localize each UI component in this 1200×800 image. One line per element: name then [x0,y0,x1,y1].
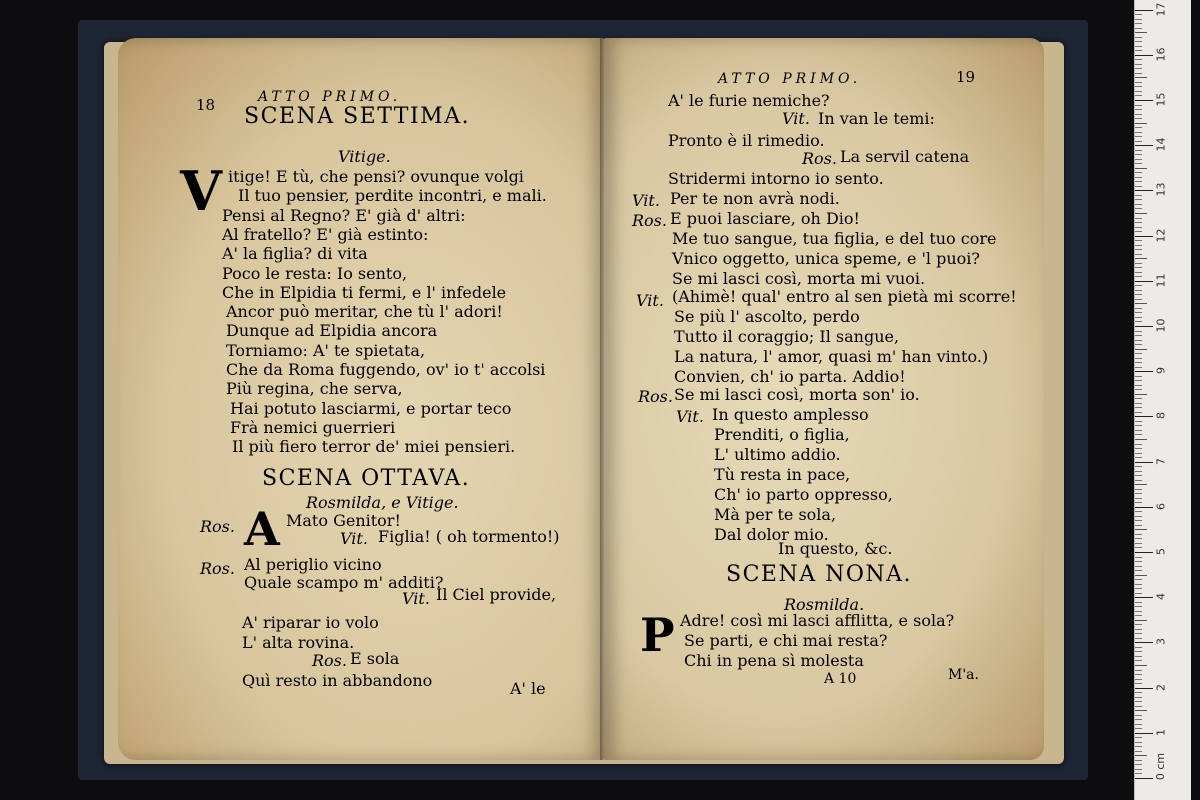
ruler-tick [1135,448,1142,449]
speaker-tag: Vit. [340,529,368,548]
ruler-tick [1135,412,1142,413]
ruler-tick [1135,566,1142,567]
ruler-tick [1135,520,1142,521]
dialogue-line: Per te non avrà nodi. [670,189,840,208]
ruler-tick [1135,593,1142,594]
speaker-tag: Ros. [312,651,347,670]
dialogue-line: Mà per te sola, [714,505,837,524]
dialogue-line: Tutto il coraggio; Il sangue, [674,327,900,346]
ruler-tick [1135,489,1142,490]
verse-line: Torniamo: A' te spietata, [226,340,426,360]
ruler-tick [1135,19,1142,20]
ruler-tick [1135,688,1153,689]
dialogue-line: Figlia! ( oh tormento!) [378,527,560,546]
ruler-tick [1135,633,1142,634]
verse-line: Che da Roma fuggendo, ov' io t' accolsi [226,360,546,379]
ruler-number: 9 [1154,367,1168,375]
ruler-tick [1135,331,1142,332]
ruler-tick [1135,168,1147,169]
ruler-tick [1135,629,1142,630]
ruler-tick [1135,362,1142,363]
ruler-tick [1135,263,1142,264]
ruler-tick [1135,14,1142,15]
ruler-tick [1135,245,1142,246]
ruler-tick [1135,59,1142,60]
ruler-number: 4 [1154,593,1168,601]
ruler-tick [1135,371,1153,372]
ruler-tick [1135,68,1142,69]
ruler-tick [1135,181,1142,182]
ruler-tick [1135,204,1142,205]
ruler-tick [1135,480,1142,481]
scene-title-ottava: SCENA OTTAVA. [262,466,471,491]
ruler-number: 10 [1154,318,1168,333]
ruler-tick [1135,73,1142,74]
dialogue-line: Vnico oggetto, unica speme, e 'l puoi? [672,249,980,268]
verse-line: A' la figlia? di vita [222,244,368,264]
ruler-tick [1135,77,1147,78]
ruler-tick [1135,453,1142,454]
dialogue-line: In questo, &c. [778,539,893,558]
ruler-tick [1135,706,1142,707]
ruler-tick [1135,127,1142,128]
ruler-tick [1135,602,1142,603]
ruler-tick [1135,389,1142,390]
dialogue-line: In questo amplesso [712,405,869,424]
ruler-tick [1135,41,1142,42]
ruler-tick [1135,665,1147,666]
verse-line: Frà nemici guerrieri [230,417,396,437]
ruler-tick [1135,647,1142,648]
verse-line: Poco le resta: Io sento, [222,263,408,283]
ruler-tick [1135,236,1153,237]
ruler-tick [1135,493,1142,494]
ruler-tick [1135,552,1153,553]
ruler-tick [1135,710,1147,711]
dialogue-line: (Ahimè! qual' entro al sen pietà mi scorre! [672,287,1017,306]
ruler-tick [1135,50,1142,51]
dialogue-line: Tù resta in pace, [714,465,851,484]
ruler-tick [1135,118,1142,119]
ruler-tick [1135,407,1142,408]
ruler-tick [1135,611,1142,612]
ruler-tick [1135,114,1142,115]
verse-line: Hai potuto lasciarmi, e portar teco [230,398,512,418]
dialogue-line: Ch' io parto oppresso, [714,485,893,504]
ruler-tick [1135,258,1147,259]
ruler-tick [1135,254,1142,255]
ruler-tick [1135,159,1142,160]
verse-line: itige! E tù, che pensi? ovunque volgi [228,167,524,186]
verse-line: Al fratello? E' già estinto: [222,224,429,244]
drop-cap-v: V [180,159,222,223]
dialogue-line: E sola [350,649,400,668]
ruler-tick [1135,529,1147,530]
ruler-tick [1135,10,1153,11]
ruler-tick [1135,624,1142,625]
dialogue-line: La servil catena [840,147,970,166]
ruler-tick [1135,755,1147,756]
dialogue-line: A' le furie nemiche? [668,91,830,110]
ruler-tick [1135,547,1142,548]
ruler-tick [1135,444,1142,445]
ruler-number: 17 [1154,2,1168,17]
ruler-number: 5 [1154,548,1168,555]
ruler-tick [1135,32,1147,33]
ruler-tick [1135,421,1142,422]
ruler-number: 7 [1154,457,1168,465]
ruler-tick [1135,683,1142,684]
ruler-tick [1135,358,1142,359]
ruler-tick [1135,584,1142,585]
dialogue-line: L' alta rovina. [242,633,355,652]
ruler-tick [1135,303,1147,304]
speaker-tag: Vit. [636,291,664,310]
ruler-tick [1135,588,1142,589]
drop-cap-p: P [640,608,675,662]
ruler-number: 13 [1154,182,1168,197]
ruler-tick [1135,471,1142,472]
ruler-number: 14 [1154,137,1168,152]
ruler-tick [1135,660,1142,661]
verse-line: Il più fiero terror de' miei pensieri. [232,437,516,457]
verse-line: Chi in pena sì molesta [684,651,864,670]
ruler-tick [1135,82,1142,83]
ruler-tick [1135,290,1142,291]
ruler-tick [1135,276,1142,277]
ruler-tick [1135,719,1142,720]
ruler-tick [1135,141,1142,142]
ruler-tick [1135,764,1142,765]
ruler-tick [1135,195,1142,196]
ruler-tick [1135,692,1142,693]
ruler-tick [1135,579,1142,580]
verse-line: Se parti, e chi mai resta? [684,631,888,650]
dialogue-line: Mato Genitor! [286,511,401,530]
ruler-tick [1135,385,1142,386]
dialogue-line: Al periglio vicino [244,555,382,574]
ruler-tick [1135,240,1142,241]
dialogue-line: Quale scampo m' additi? [244,573,444,592]
ruler-tick [1135,679,1142,680]
ruler-tick [1135,778,1153,779]
ruler-tick [1135,213,1147,214]
ruler-tick [1135,186,1142,187]
dialogue-line: A' riparar io volo [242,613,379,632]
ruler-tick [1135,769,1142,770]
ruler-tick [1135,543,1142,544]
catchword-left: A' le [510,679,546,698]
ruler-tick [1135,525,1142,526]
ruler-tick [1135,46,1142,47]
ruler-tick [1135,773,1142,774]
ruler-number: 3 [1154,638,1168,646]
ruler-tick [1135,132,1142,133]
ruler-tick [1135,150,1142,151]
scene-title-settima: SCENA SETTIMA. [244,104,471,129]
ruler-tick [1135,91,1142,92]
ruler-tick [1135,340,1142,341]
ruler-tick [1135,742,1142,743]
ruler-tick [1135,746,1142,747]
drop-cap-a: A [244,502,280,556]
ruler-tick [1135,557,1142,558]
speaker-tag: Ros. [632,211,667,230]
ruler-tick [1135,353,1142,354]
ruler-tick [1135,199,1142,200]
ruler-tick [1135,190,1153,191]
page-number-right: 19 [956,68,976,86]
ruler-tick [1135,751,1142,752]
ruler-tick [1135,321,1142,322]
page-number-left: 18 [196,96,216,114]
ruler-tick [1135,403,1142,404]
ruler-tick [1135,172,1142,173]
ruler-tick [1135,615,1142,616]
dialogue-line: Convien, ch' io parta. Addio! [674,367,906,386]
running-head-right: ATTO PRIMO. [718,71,862,87]
ruler-tick [1135,642,1153,643]
ruler-tick [1135,326,1153,327]
measuring-ruler [1134,0,1191,800]
dialogue-line: Se più l' ascolto, perdo [674,307,860,326]
ruler-tick [1135,267,1142,268]
ruler-tick [1135,475,1142,476]
ruler-tick [1135,136,1142,137]
ruler-tick [1135,733,1153,734]
verse-line: Adre! così mi lasci afflitta, e sola? [680,611,955,630]
ruler-tick [1135,344,1142,345]
ruler-tick [1135,308,1142,309]
ruler-tick [1135,457,1142,458]
dialogue-line: Pronto è il rimedio. [668,131,825,150]
ruler-tick [1135,484,1147,485]
dialogue-line: La natura, l' amor, quasi m' han vinto.) [674,347,989,366]
ruler-number: 16 [1154,47,1168,62]
signature-mark: A 10 [824,671,857,687]
dialogue-line: E puoi lasciare, oh Dio! [670,209,860,228]
catchword-right: M'a. [948,667,979,683]
ruler-tick [1135,737,1142,738]
ruler-tick [1135,516,1142,517]
ruler-tick [1135,728,1142,729]
ruler-tick [1135,105,1142,106]
ruler-tick [1135,227,1142,228]
dialogue-line: Dal dolor mio. [714,525,829,544]
speaker-tag: Ros. [802,149,837,168]
ruler-tick [1135,367,1142,368]
ruler-tick [1135,272,1142,273]
dialogue-line: Se mi lasci così, morta mi vuoi. [672,269,926,288]
ruler-tick [1135,534,1142,535]
verse-line: Più regina, che serva, [226,379,403,399]
ruler-tick [1135,317,1142,318]
ruler-tick [1135,511,1142,512]
ruler-tick [1135,538,1142,539]
ruler-tick [1135,231,1142,232]
scene-speakers-ottava: Rosmilda, e Vitige. [306,493,459,512]
dialogue-line: Me tuo sangue, tua figlia, e del tuo core [672,229,997,248]
scene-speaker-rosmilda: Rosmilda. [784,595,865,614]
ruler-tick [1135,760,1142,761]
verse-line: Pensi al Regno? E' già d' altri: [222,205,466,225]
ruler-tick [1135,55,1153,56]
ruler-tick [1135,335,1142,336]
ruler-tick [1135,394,1147,395]
ruler-tick [1135,398,1142,399]
ruler-tick [1135,249,1142,250]
ruler-tick [1135,697,1142,698]
ruler-number: 15 [1154,92,1168,107]
ruler-tick [1135,95,1142,96]
ruler-tick [1135,312,1142,313]
ruler-tick [1135,86,1142,87]
ruler-tick [1135,439,1147,440]
verse-line: Ancor può meritar, che tù l' adori! [226,302,503,322]
ruler-tick [1135,651,1142,652]
ruler-tick [1135,462,1153,463]
ruler-tick [1135,281,1153,282]
ruler-tick [1135,597,1153,598]
dialogue-line: Stridermi intorno io sento. [668,169,884,188]
ruler-tick [1135,498,1142,499]
speaker-tag: Vit. [782,109,810,128]
ruler-tick [1135,218,1142,219]
ruler-tick [1135,656,1142,657]
dialogue-line: L' ultimo addio. [714,445,841,464]
ruler-tick [1135,145,1153,146]
speaker-tag: Vit. [402,589,430,608]
dialogue-line: In van le temi: [818,109,935,128]
ruler-tick [1135,434,1142,435]
ruler-tick [1135,285,1142,286]
ruler-tick [1135,430,1142,431]
ruler-tick [1135,123,1147,124]
ruler-tick [1135,163,1142,164]
ruler-tick [1135,715,1142,716]
ruler-tick [1135,561,1142,562]
ruler-tick [1135,674,1142,675]
dialogue-line: Prenditi, o figlia, [714,425,850,444]
ruler-number: 8 [1154,412,1168,420]
scene-speaker-vitige: Vitige. [338,147,391,166]
ruler-tick [1135,222,1142,223]
ruler-tick [1135,701,1142,702]
ruler-tick [1135,64,1142,65]
dialogue-line: Se mi lasci così, morta son' io. [674,385,920,404]
speaker-tag: Ros. [200,559,235,578]
ruler-tick [1135,502,1142,503]
ruler-tick [1135,208,1142,209]
ruler-tick [1135,109,1142,110]
ruler-tick [1135,23,1142,24]
ruler-tick [1135,37,1142,38]
speaker-tag: Ros. [200,517,235,536]
running-head-left: ATTO PRIMO. [258,89,402,105]
ruler-tick [1135,154,1142,155]
speaker-tag: Vit. [632,191,660,210]
ruler-tick [1135,575,1147,576]
ruler-tick [1135,380,1142,381]
ruler-tick [1135,28,1142,29]
speaker-tag: Vit. [676,407,704,426]
ruler-tick [1135,294,1142,295]
ruler-tick [1135,724,1142,725]
ruler-tick [1135,416,1153,417]
verse-line: Che in Elpidia ti fermi, e l' infedele [222,282,507,302]
ruler-tick [1135,177,1142,178]
ruler-tick [1135,620,1147,621]
speaker-tag: Ros. [638,387,673,406]
ruler-number: 12 [1154,228,1168,243]
ruler-tick [1135,299,1142,300]
scene-title-nona: SCENA NONA. [726,562,913,587]
dialogue-line: Il Ciel provide, [436,585,557,604]
ruler-number: 1 [1154,728,1168,736]
ruler-tick [1135,570,1142,571]
ruler-unit-label: 0 cm [1154,752,1168,781]
ruler-tick [1135,466,1142,467]
verse-line: Il tuo pensier, perdite incontri, e mali. [238,186,547,206]
ruler-tick [1135,670,1142,671]
ruler-tick [1135,376,1142,377]
dialogue-line: Quì resto in abbandono [242,671,433,690]
ruler-tick [1135,507,1153,508]
ruler-tick [1135,638,1142,639]
verse-line: Dunque ad Elpidia ancora [226,321,438,341]
ruler-number: 2 [1154,683,1168,691]
ruler-number: 6 [1154,502,1168,510]
ruler-tick [1135,606,1142,607]
ruler-tick [1135,425,1142,426]
ruler-number: 11 [1154,273,1168,288]
ruler-tick [1135,100,1153,101]
ruler-tick [1135,349,1147,350]
